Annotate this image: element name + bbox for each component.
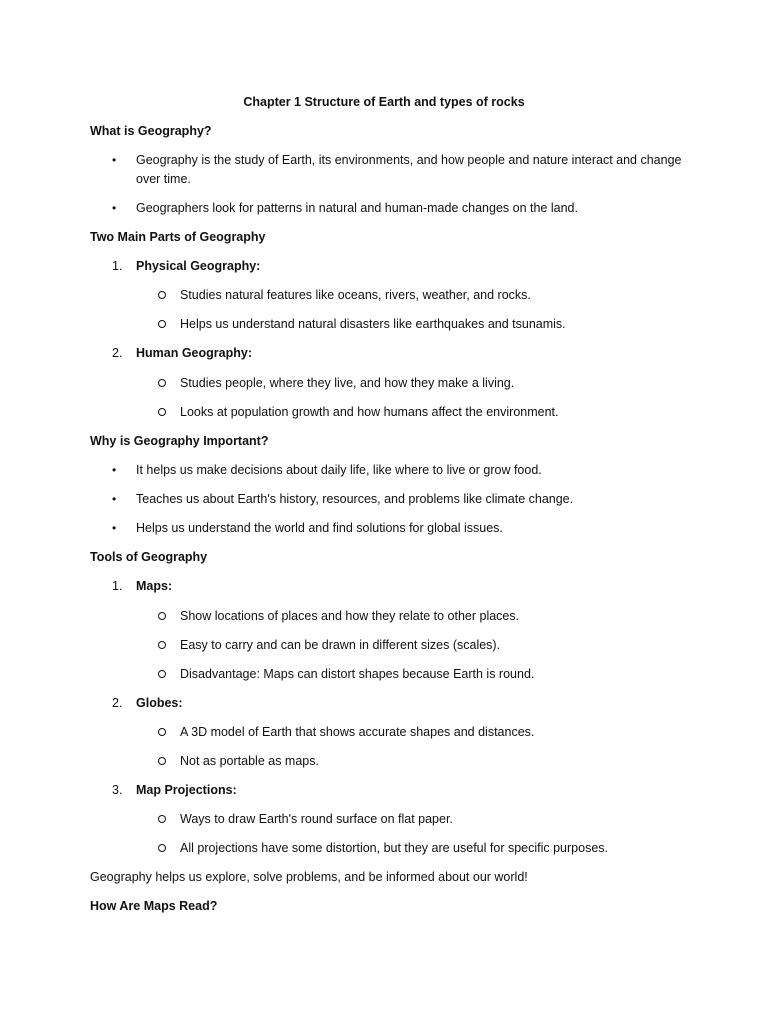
circle-bullet-icon [158,815,166,823]
closing-paragraph: Geography helps us explore, solve problems, and be informed about our world! [90,870,528,884]
sub-item-text: Looks at population growth and how humans affect the environment. [180,405,559,419]
heading-how-maps-read: How Are Maps Read? [90,899,218,913]
sub-item-text: Studies people, where they live, and how they make a living. [180,376,515,390]
item-label: Physical Geography: [136,259,261,273]
sub-item-text: Helps us understand natural disasters like earthquakes and tsunamis. [180,317,566,331]
heading-what-is-geography: What is Geography? [90,124,212,138]
circle-bullet-icon [158,670,166,678]
circle-bullet-icon [158,320,166,328]
circle-bullet-icon [158,612,166,620]
heading-why-important: Why is Geography Important? [90,434,269,448]
list-item-text: Teaches us about Earth's history, resources, and problems like climate change. [136,492,574,506]
bullet-icon: • [112,201,117,215]
list-item-text: It helps us make decisions about daily life, like where to live or grow food. [136,463,542,477]
document-title: Chapter 1 Structure of Earth and types of rocks [243,95,525,109]
circle-bullet-icon [158,291,166,299]
circle-bullet-icon [158,408,166,416]
bullet-icon: • [112,492,117,506]
sub-item-text: Ways to draw Earth's round surface on flat paper. [180,812,453,826]
bullet-icon: • [112,463,117,477]
circle-bullet-icon [158,757,166,765]
sub-item-text: A 3D model of Earth that shows accurate shapes and distances. [180,725,535,739]
item-number: 1. [112,259,123,273]
circle-bullet-icon [158,379,166,387]
list-item-text: Helps us understand the world and find solutions for global issues. [136,521,503,535]
item-label: Human Geography: [136,346,252,360]
sub-item-text: Not as portable as maps. [180,754,319,768]
sub-item-text: Disadvantage: Maps can distort shapes because Earth is round. [180,667,535,681]
circle-bullet-icon [158,641,166,649]
sub-item-text: Easy to carry and can be drawn in different sizes (scales). [180,638,501,652]
circle-bullet-icon [158,844,166,852]
item-number: 2. [112,696,123,710]
bullet-icon: • [112,521,117,535]
item-number: 2. [112,346,123,360]
heading-tools: Tools of Geography [90,550,208,564]
circle-bullet-icon [158,728,166,736]
sub-item-text: Show locations of places and how they relate to other places. [180,609,520,623]
item-number: 3. [112,783,123,797]
item-number: 1. [112,579,123,593]
heading-two-main-parts: Two Main Parts of Geography [90,230,266,244]
item-label: Maps: [136,579,173,593]
list-item-text: Geographers look for patterns in natural and human-made changes on the land. [136,201,578,215]
sub-item-text: Studies natural features like oceans, rivers, weather, and rocks. [180,288,531,302]
item-label: Map Projections: [136,783,237,797]
sub-item-text: All projections have some distortion, but they are useful for specific purposes. [180,841,608,855]
bullet-icon: • [112,153,117,167]
list-item-text: Geography is the study of Earth, its environments, and how people and nature interact and change over time. [136,153,682,186]
item-label: Globes: [136,696,183,710]
